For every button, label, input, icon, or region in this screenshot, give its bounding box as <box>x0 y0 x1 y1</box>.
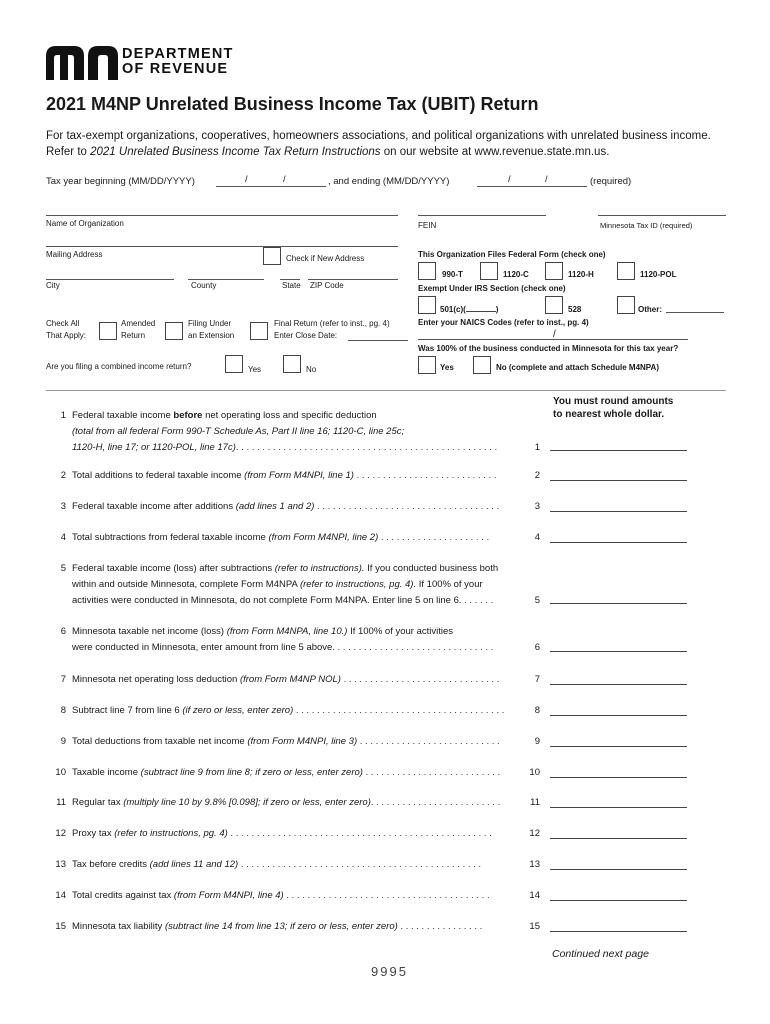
line-11-amount[interactable] <box>550 807 687 808</box>
form-1120c-label: 1120-C <box>503 270 529 279</box>
combined-return-question: Are you filing a combined income return? <box>46 362 192 371</box>
line-11: 11 Regular tax (multiply line 10 by 9.8% [0.098]; if zero or less, enter zero). . . . . . . . . . . . . . . . . . . . . . . . . 11 <box>56 797 540 808</box>
tax-year-end-label: , and ending (MM/DD/YYYY) <box>328 176 450 187</box>
zip-label: ZIP Code <box>310 281 344 290</box>
final-return-label: Final Return (refer to inst., pg. 4) Enter Close Date: <box>274 319 390 340</box>
new-address-label: Check if New Address <box>286 254 365 263</box>
combined-yes-label: Yes <box>248 365 262 374</box>
continued-note: Continued next page <box>552 948 649 960</box>
line-6: 6 Minnesota taxable net income (loss) (from Form M4NPA, line 10.) If 100% of your activities were conducted in Minnesota, enter amount from line 5 above. . . . . . . . . . . . . . . . . . . . . . . . . . . . . . . 6 <box>60 626 540 653</box>
org-name-field[interactable] <box>46 215 398 216</box>
line-3-amount[interactable] <box>550 511 687 512</box>
combined-no-label: No <box>306 365 317 374</box>
line-1: 1 Federal taxable income before net operating loss and specific deduction (total from all federal Form 990-T Schedule As, Part II line 16; 1120-C, line 25c; 1120-H, line 17; or 1120-POL, line 17c). . . . . . . . . . . . . . . . . . . . . . . . . . . . . . . . . . . . . . . . . . . . . . . . . . 1 <box>60 410 540 453</box>
line-7-amount[interactable] <box>550 684 687 685</box>
combined-yes-checkbox[interactable] <box>225 355 243 373</box>
line-1-amount[interactable] <box>550 450 687 451</box>
city-field[interactable] <box>46 279 174 280</box>
mailing-address-label: Mailing Address <box>46 250 103 259</box>
amended-return-label: Amended Return <box>121 319 156 340</box>
line-5-amount[interactable] <box>550 603 687 604</box>
city-label: City <box>46 281 60 290</box>
new-address-checkbox[interactable] <box>263 247 281 265</box>
line-15: 15 Minnesota tax liability (subtract line 14 from line 13; if zero or less, enter zero) . . . . . . . . . . . . . . . . 15 <box>55 921 540 932</box>
section-501c-label: 501(c)( ) <box>440 305 499 314</box>
mn-tax-id-field[interactable] <box>598 215 726 216</box>
check-all-label: Check All That Apply: <box>46 319 87 340</box>
line-9-amount[interactable] <box>550 746 687 747</box>
line-13-amount[interactable] <box>550 869 687 870</box>
line-9: 9 Total deductions from taxable net income (from Form M4NPI, line 3) . . . . . . . . . . . . . . . . . . . . . . . . . . . 9 <box>60 736 540 747</box>
state-field[interactable] <box>280 279 300 280</box>
tax-year-begin-label: Tax year beginning (MM/DD/YYYY) <box>46 176 195 187</box>
rounding-note: You must round amounts to nearest whole dollar. <box>553 396 674 420</box>
line-15-amount[interactable] <box>550 931 687 932</box>
fein-label: FEIN <box>418 221 437 230</box>
federal-form-label: This Organization Files Federal Form (check one) <box>418 250 606 259</box>
tax-year-begin-field[interactable] <box>216 186 326 187</box>
form-1120c-checkbox[interactable] <box>480 262 498 280</box>
mn-no-label: No (complete and attach Schedule M4NPA) <box>496 363 659 372</box>
section-528-label: 528 <box>568 305 582 314</box>
line-10-amount[interactable] <box>550 777 687 778</box>
combined-no-checkbox[interactable] <box>283 355 301 373</box>
state-label: State <box>282 281 301 290</box>
line-7: 7 Minnesota net operating loss deduction (from Form M4NP NOL) . . . . . . . . . . . . . . . . . . . . . . . . . . . . . . 7 <box>60 674 540 685</box>
line-2-amount[interactable] <box>550 480 687 481</box>
section-other-label: Other: <box>638 305 662 314</box>
exempt-section-label: Exempt Under IRS Section (check one) <box>418 284 566 293</box>
form-1120pol-label: 1120-POL <box>640 270 677 279</box>
section-501c-checkbox[interactable] <box>418 296 436 314</box>
form-1120h-checkbox[interactable] <box>545 262 563 280</box>
close-date-field[interactable] <box>348 340 408 341</box>
line-8: 8 Subtract line 7 from line 6 (if zero or less, enter zero) . . . . . . . . . . . . . . . . . . . . . . . . . . . . . . . . . . . . . . . . 8 <box>60 705 540 716</box>
tax-year-end-field[interactable] <box>477 186 587 187</box>
line-13: 13 Tax before credits (add lines 11 and 12) . . . . . . . . . . . . . . . . . . . . . . . . . . . . . . . . . . . . . . . . . . . . . . 13 <box>55 859 540 870</box>
amended-return-checkbox[interactable] <box>99 322 117 340</box>
naics-label: Enter your NAICS Codes (refer to inst., pg. 4) <box>418 318 589 327</box>
section-528-checkbox[interactable] <box>545 296 563 314</box>
required-note: (required) <box>590 176 632 187</box>
county-label: County <box>191 281 217 290</box>
extension-label: Filing Under an Extension <box>188 319 235 340</box>
mn-no-checkbox[interactable] <box>473 356 491 374</box>
line-2: 2 Total additions to federal taxable income (from Form M4NPI, line 1) . . . . . . . . . . . . . . . . . . . . . . . . . . . 2 <box>60 470 540 481</box>
mn-yes-label: Yes <box>440 363 454 372</box>
final-return-checkbox[interactable] <box>250 322 268 340</box>
line-5: 5 Federal taxable income (loss) after subtractions (refer to instructions). If you conducted business both within and outside Minnesota, complete Form M4NPA (refer to instructions, pg. 4). If 100% of your activities were conducted in Minnesota, do not complete Form M4NPA. Enter line 5 on line 6. . . . . . . 5 <box>60 563 540 606</box>
line-4-amount[interactable] <box>550 542 687 543</box>
intro-text: For tax-exempt organizations, cooperatives, homeowners associations, and political organizations with unrelated business income. Refer to 2021 Unrelated Business Income Tax Return Instructions on our website at www.revenue.state.mn.us. <box>46 130 711 158</box>
form-1120h-label: 1120-H <box>568 270 594 279</box>
zip-field[interactable] <box>308 279 398 280</box>
section-divider <box>46 390 726 391</box>
line-12-amount[interactable] <box>550 838 687 839</box>
form-1120pol-checkbox[interactable] <box>617 262 635 280</box>
form-code: 9995 <box>371 964 408 979</box>
line-8-amount[interactable] <box>550 715 687 716</box>
department-name: DEPARTMENT OF REVENUE <box>122 46 234 77</box>
line-12: 12 Proxy tax (refer to instructions, pg. 4) . . . . . . . . . . . . . . . . . . . . . . . . . . . . . . . . . . . . . . . . . . . . . . . . . . 12 <box>55 828 540 839</box>
section-other-checkbox[interactable] <box>617 296 635 314</box>
fein-field[interactable] <box>418 215 546 216</box>
line-3: 3 Federal taxable income after additions (add lines 1 and 2) . . . . . . . . . . . . . . . . . . . . . . . . . . . . . . . . . . . 3 <box>60 501 540 512</box>
line-4: 4 Total subtractions from federal taxable income (from Form M4NPI, line 2) . . . . . . . . . . . . . . . . . . . . . 4 <box>60 532 540 543</box>
mailing-address-field[interactable] <box>46 246 398 247</box>
line-14: 14 Total credits against tax (from Form M4NPI, line 4) . . . . . . . . . . . . . . . . . . . . . . . . . . . . . . . . . . . . . . . 14 <box>55 890 540 901</box>
line-6-amount[interactable] <box>550 651 687 652</box>
line-10: 10 Taxable income (subtract line 9 from line 8; if zero or less, enter zero) . . . . . . . . . . . . . . . . . . . . . . . . . . 10 <box>55 767 540 778</box>
mn-yes-checkbox[interactable] <box>418 356 436 374</box>
form-990t-checkbox[interactable] <box>418 262 436 280</box>
page-title: 2021 M4NP Unrelated Business Income Tax (UBIT) Return <box>46 94 539 114</box>
org-name-label: Name of Organization <box>46 219 124 228</box>
mn-tax-id-label: Minnesota Tax ID (required) <box>600 221 693 230</box>
extension-checkbox[interactable] <box>165 322 183 340</box>
line-14-amount[interactable] <box>550 900 687 901</box>
business-in-mn-question: Was 100% of the business conducted in Minnesota for this tax year? <box>418 344 679 353</box>
form-990t-label: 990-T <box>442 270 463 279</box>
section-other-field[interactable] <box>666 312 724 313</box>
county-field[interactable] <box>188 279 264 280</box>
